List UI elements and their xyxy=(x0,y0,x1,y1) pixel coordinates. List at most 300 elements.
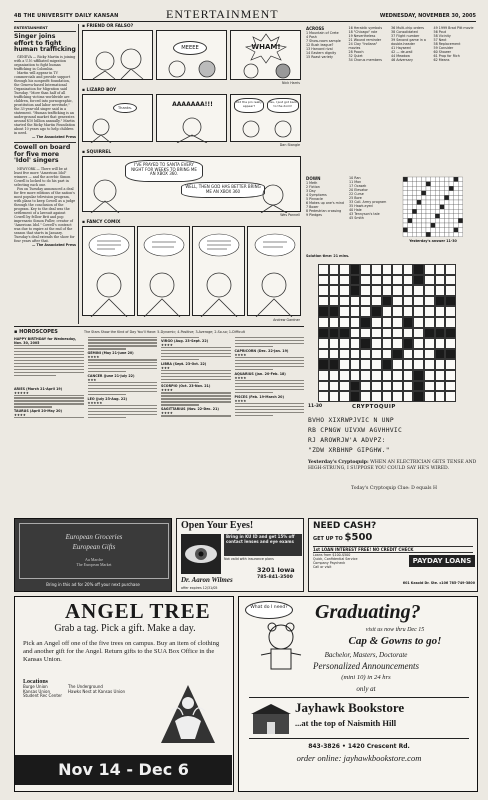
horoscope-text-line xyxy=(161,347,231,348)
answer-grid-cell xyxy=(444,191,449,196)
crossword-cell xyxy=(350,264,361,275)
across-clue: 57 Next xyxy=(433,38,447,42)
crossword-cell xyxy=(350,296,361,307)
answer-grid-cell xyxy=(440,177,445,182)
across-clue: 37 Flight number xyxy=(391,34,420,38)
ad-eyes-sub: Not valid with insurance plans xyxy=(224,557,274,561)
horoscope-text-line xyxy=(235,366,305,367)
ad-angel-locations-title: Locations xyxy=(23,679,49,685)
crossword-cell xyxy=(339,370,350,381)
answer-grid-cell xyxy=(426,186,431,191)
ad-grad-phone: 843-3826 • 1420 Crescent Rd. xyxy=(308,743,410,750)
horoscope-stars: ★★★★★ xyxy=(14,390,29,395)
crossword-cell xyxy=(329,285,340,296)
crossword-cell xyxy=(445,264,456,275)
cryptoquip-title: CRYPTOQUIP xyxy=(352,404,396,410)
crossword-cell xyxy=(403,264,414,275)
ad-eu-line4: The European Market xyxy=(76,562,112,567)
horoscope-text-line xyxy=(235,343,305,344)
answer-grid-cell xyxy=(458,195,463,200)
answer-grid-cell xyxy=(454,191,459,196)
answer-grid-cell xyxy=(417,223,422,228)
across-clue: 13 Harvard rival xyxy=(306,47,333,51)
answer-grid-cell xyxy=(426,209,431,214)
comic-panel xyxy=(82,226,135,316)
crossword-cell xyxy=(329,359,340,370)
comic-panel xyxy=(247,226,301,316)
crossword-cell xyxy=(350,349,361,360)
horoscope-text-line xyxy=(235,337,305,338)
yesterday-answer: WHEN AN ELECTRICIAN GETS TENSE AND HIGH-STRUNG, I SUPPOSE YOU COULD SAY HE'S WIRED. xyxy=(308,460,477,471)
down-clue: 20 Elevator xyxy=(349,188,368,192)
crossword-cell xyxy=(445,306,456,317)
horoscope-stars: ★★★★ xyxy=(161,388,173,393)
crossword-cell xyxy=(382,275,393,286)
answer-grid-cell xyxy=(412,214,417,219)
answer-grid-cell xyxy=(403,186,408,191)
horoscope-text-line xyxy=(161,373,231,374)
answer-grid-cell xyxy=(440,191,445,196)
horoscope-text-line xyxy=(14,395,84,396)
answer-grid-cell xyxy=(408,200,413,205)
answer-grid-cell xyxy=(444,218,449,223)
ad-angel-location: Burge Union xyxy=(23,684,48,689)
crossword-cell xyxy=(382,317,393,328)
answer-grid-cell xyxy=(454,205,459,210)
answer-grid-cell xyxy=(431,177,436,182)
answer-grid-cell xyxy=(431,200,436,205)
across-clue: 49 1999 Brad Pitt movie xyxy=(433,26,474,30)
answer-grid-cell xyxy=(403,177,408,182)
answer-grid-cell xyxy=(458,209,463,214)
horoscope-sign: LEO (July 23-Aug. 22) xyxy=(87,396,128,401)
across-clue: 4 Posh xyxy=(306,35,317,39)
comic-drawing xyxy=(157,113,228,143)
answer-grid-cell xyxy=(431,186,436,191)
comic-artist: Nick Harris xyxy=(282,81,300,85)
crossword-cell xyxy=(329,328,340,339)
crossword-cell xyxy=(392,306,403,317)
page-header xyxy=(14,8,476,22)
crossword-cell xyxy=(403,370,414,381)
horoscope-entry xyxy=(161,384,231,405)
crossword-cell xyxy=(318,391,329,402)
answer-grid-cell xyxy=(417,195,422,200)
across-title: ACROSS xyxy=(306,26,325,31)
crossword-cell xyxy=(392,359,403,370)
crossword-cell xyxy=(371,328,382,339)
answer-grid-cell xyxy=(454,214,459,219)
ad-angel-tagline: Grab a tag. Pick a gift. Make a day. xyxy=(54,623,196,634)
answer-grid-cell xyxy=(417,191,422,196)
answer-grid-cell xyxy=(403,223,408,228)
crossword-cell xyxy=(403,296,414,307)
crossword-cell xyxy=(371,275,382,286)
crossword-cell xyxy=(329,349,340,360)
answer-grid-cell xyxy=(412,186,417,191)
answer-grid-cell xyxy=(449,214,454,219)
answer-grid-cell xyxy=(421,218,426,223)
birthday-title: HAPPY BIRTHDAY for Wednesday, Nov. 30, 2005 xyxy=(14,337,77,345)
crossword-cell xyxy=(445,391,456,402)
horoscope-text-line xyxy=(161,404,199,405)
down-title: DOWN xyxy=(306,176,321,181)
answer-grid-cell xyxy=(412,228,417,233)
answer-grid-cell xyxy=(449,209,454,214)
comic-bubble: AAAAAAA!!! xyxy=(172,101,213,108)
horoscope-text-line xyxy=(161,382,199,383)
cryptoquip-section xyxy=(308,404,478,514)
crossword-cell xyxy=(445,338,456,349)
down-clue: 3 Day xyxy=(306,189,316,193)
horoscope-text-line xyxy=(235,412,305,413)
answer-grid-cell xyxy=(444,214,449,219)
down-clue: 40 Hale xyxy=(349,208,362,212)
answer-grid-cell xyxy=(417,228,422,233)
ad-eu-line3: Au Marche xyxy=(84,557,104,562)
down-clues xyxy=(306,176,390,260)
answer-grid-cell xyxy=(444,186,449,191)
answer-grid-cell xyxy=(408,186,413,191)
answer-grid-cell xyxy=(421,195,426,200)
crossword-cell xyxy=(339,306,350,317)
comic-drawing xyxy=(157,57,228,81)
answer-grid-cell xyxy=(440,205,445,210)
news-body-martin: Martin will appear in TV commercials and provide support through his nonprofit foundation, the Geneva-based International Organization for Migration said Tuesday. "More than half of all trafficking victims worldwide are children, forced into pornographic, prostitution and labor servitude," the 33-year-old singer said in a statement. "Human trafficking is an underground market that generates around $10 billion annually." Martin started the Ricky Martin Foundation about 10 years ago to help children in need. xyxy=(14,71,76,136)
comic-panel xyxy=(156,94,227,142)
crossword-cell xyxy=(424,264,435,275)
horoscope-text-line xyxy=(88,359,158,360)
ad-cash-bullet: Quick, Confidential Service xyxy=(313,557,358,561)
answer-grid-cell xyxy=(426,228,431,233)
crossword-cell xyxy=(403,338,414,349)
answer-grid-cell xyxy=(454,209,459,214)
crossword-cell xyxy=(382,391,393,402)
left-news-column xyxy=(14,26,76,324)
ad-cash-brand: PAYDAY LOANS xyxy=(409,555,475,567)
ad-eyes-doctor: Dr. Aaron Wilmes xyxy=(181,576,233,584)
crossword-cell xyxy=(350,381,361,392)
crossword-cell xyxy=(339,359,350,370)
crossword-cell xyxy=(371,264,382,275)
down-clue: 45 Smith xyxy=(349,216,364,220)
comic-drawing xyxy=(83,115,154,143)
ad-grad-sub4: Personalized Announcements xyxy=(312,661,420,671)
crossword-cell xyxy=(445,296,456,307)
crossword-cell xyxy=(360,306,371,317)
answer-grid-cell xyxy=(444,223,449,228)
comic-bubble: Yes, I just got back to the dorm! xyxy=(267,98,299,113)
horoscope-sign: GEMINI (May 21-June 20) xyxy=(87,351,134,356)
crossword-cell xyxy=(360,285,371,296)
answer-grid-cell xyxy=(403,228,408,233)
comic-title-text: FRIEND OR FALSO? xyxy=(86,24,134,29)
comic-bubble: WELL, THEN GOD HAS BETTER BRING ME AN XBOX 360 xyxy=(181,182,265,198)
crossword-cell xyxy=(360,328,371,339)
crossword-cell xyxy=(339,328,350,339)
crossword-cell xyxy=(445,275,456,286)
crossword-cell xyxy=(403,359,414,370)
answer-grid-cell xyxy=(431,232,436,237)
answer-grid-cell xyxy=(458,223,463,228)
across-clue: 38 Consolidated xyxy=(391,30,418,34)
cryptoquip-line: RB CPNGW UIVXW AGVHHVIC xyxy=(308,427,403,434)
horoscope-text-line xyxy=(235,415,273,416)
comic-panel xyxy=(82,94,153,142)
ad-angel-locations xyxy=(23,679,143,731)
answer-grid-cell xyxy=(444,195,449,200)
answer-grid-cell xyxy=(412,209,417,214)
answer-grid-cell xyxy=(417,218,422,223)
crossword-cell xyxy=(382,264,393,275)
answer-grid-cell xyxy=(431,191,436,196)
across-clue: 19 Nevertheless xyxy=(348,34,376,38)
comic-drawing xyxy=(83,31,154,81)
comic-panel xyxy=(156,30,227,80)
answer-grid-cell xyxy=(444,205,449,210)
horoscope-text-line xyxy=(14,406,52,407)
across-clue: 44 Meadow xyxy=(391,54,410,58)
answer-grid-drawing xyxy=(392,176,474,238)
horoscope-text-line xyxy=(88,382,158,383)
answer-grid-cell xyxy=(435,218,440,223)
across-clue: 7 Show-room sample xyxy=(306,39,341,43)
comic-drawing xyxy=(231,31,302,81)
crossword-cell xyxy=(413,306,424,317)
crossword-cell xyxy=(392,328,403,339)
ad-open-your-eyes xyxy=(176,518,304,592)
crossword-cell xyxy=(445,381,456,392)
ad-need-cash xyxy=(308,518,478,592)
horoscope-text-line xyxy=(235,406,305,407)
horoscope-text-line xyxy=(235,360,305,361)
crossword-cell xyxy=(329,317,340,328)
news-kicker: ENTERTAINMENT xyxy=(14,26,76,32)
crossword-cell xyxy=(350,338,361,349)
answer-grid-cell xyxy=(431,223,436,228)
down-clue: 9 Pledges xyxy=(306,213,323,217)
crossword-cell xyxy=(371,285,382,296)
answer-grid-cell xyxy=(421,232,426,237)
across-clue: 58 Replacement xyxy=(433,42,461,46)
crossword-cell xyxy=(445,285,456,296)
down-clue: 4 Symptoms xyxy=(306,193,327,197)
crossword-cell xyxy=(329,296,340,307)
crossword-cell xyxy=(360,296,371,307)
crossword-cell xyxy=(382,349,393,360)
horoscope-sign: ARIES (March 21-April 19) xyxy=(14,386,63,391)
ad-grad-sub1: visit us now thru Dec 15 xyxy=(365,627,425,633)
answer-grid-cell xyxy=(426,182,431,187)
angel-icon xyxy=(145,681,231,751)
comic-drawing xyxy=(83,157,302,213)
answer-grid-cell xyxy=(421,228,426,233)
crossword-cell xyxy=(318,381,329,392)
ad-cash-headline: NEED CASH? xyxy=(313,521,377,531)
horoscope-text-line xyxy=(161,398,231,399)
crossword-cell xyxy=(339,349,350,360)
crossword-cell xyxy=(392,391,403,402)
answer-grid-cell xyxy=(426,191,431,196)
horoscope-text-line xyxy=(88,391,158,392)
horoscope-text-line xyxy=(235,389,305,390)
crossword-cell xyxy=(424,349,435,360)
answer-grid-cell xyxy=(440,228,445,233)
ad-grad-sub2: Cap & Gowns to go! xyxy=(348,635,442,647)
answer-grid-cell xyxy=(403,205,408,210)
horoscope-sign: AQUARIUS (Jan. 20-Feb. 18) xyxy=(234,371,286,376)
answer-grid-cell xyxy=(403,214,408,219)
crossword-cell xyxy=(371,391,382,402)
crossword-cell xyxy=(413,381,424,392)
horoscope-text-line xyxy=(88,408,158,409)
answer-grid-cell xyxy=(408,195,413,200)
crossword-cell xyxy=(413,285,424,296)
crossword-cell xyxy=(318,370,329,381)
down-clue: 2 Fiction xyxy=(306,185,320,189)
answer-grid-cell xyxy=(454,200,459,205)
horoscope-entry xyxy=(235,372,305,393)
horoscope-entry xyxy=(14,387,84,408)
crossword-cell xyxy=(424,328,435,339)
crossword-cell xyxy=(318,296,329,307)
ad-angel-location: The Underground xyxy=(68,684,103,689)
horoscope-text-line xyxy=(161,379,231,380)
comic-drawing xyxy=(193,227,246,317)
horoscope-text-line xyxy=(14,400,84,401)
across-clue: 28 Pooch xyxy=(348,50,364,54)
crossword-cell xyxy=(445,328,456,339)
crossword-cell xyxy=(403,275,414,286)
crossword-cell xyxy=(435,296,446,307)
horoscope-stars: ★★★★ xyxy=(234,352,247,357)
crossword-cell xyxy=(413,264,424,275)
horoscope-text-line xyxy=(88,342,158,343)
crossword-cell xyxy=(318,275,329,286)
crossword-cell xyxy=(382,328,393,339)
horoscope-stars: ★★★★★ xyxy=(87,400,103,405)
news-dateline-martin: GENEVA — Ricky Martin is joining with a U.N.-affiliated migration organization to fight human trafficking in Colombia. xyxy=(14,55,76,72)
horoscopes-section xyxy=(14,326,304,516)
crossword-cell xyxy=(371,349,382,360)
ad-graduating xyxy=(238,596,478,792)
crossword-cell xyxy=(392,381,403,392)
crossword-cell xyxy=(413,275,424,286)
ad-eyes-phone: 785-841-3500 xyxy=(257,575,293,580)
horoscope-text-line xyxy=(161,359,199,360)
ad-cash-sub: 1st LOAN INTEREST FREE! NO CREDIT CHECK xyxy=(313,546,473,553)
crossword-cell xyxy=(403,349,414,360)
comic-lizard-boy xyxy=(82,88,302,148)
horoscope-text-line xyxy=(88,394,126,395)
horoscope-stars: ★★★★ xyxy=(87,355,100,360)
answer-grid-cell xyxy=(403,209,408,214)
ad-angel-title: ANGEL TREE xyxy=(65,599,211,623)
comic-bubble: Thanks. xyxy=(113,103,137,113)
ad-angel-location: Hawks Nest at Kansas Union xyxy=(68,688,126,694)
comic-panel xyxy=(137,226,190,316)
crossword-cell xyxy=(329,306,340,317)
crossword-cells xyxy=(308,264,476,402)
crossword-clues xyxy=(306,26,476,262)
news-body-cowell: Fox on Tuesday announced a deal for five more editions of the nation's most popular television program, with plans to keep Cowell as a judge through the conclusion of the program. Key to the deal was the settlement of a lawsuit against Cowell by fellow Brit and pop impresario Simon Fuller, creator of "American Idol." Cowell's contract was due to expire at the end of the season that starts in January. Tuesday's deal extends the show for four years after that. xyxy=(14,186,76,243)
crossword-cell xyxy=(435,359,446,370)
crossword-cell xyxy=(392,264,403,275)
comic-title-text: SQUIRREL xyxy=(86,150,112,155)
answer-grid-cell xyxy=(408,232,413,237)
ad-cash-contact: 601 Kasold Dr. Ste. c106 785-749-3800 xyxy=(402,581,475,585)
answer-grid-cell xyxy=(449,191,454,196)
answer-grid-cell xyxy=(408,214,413,219)
answer-grid-cell xyxy=(444,228,449,233)
comic-panel xyxy=(230,94,301,142)
horoscope-stars: ★★★★ xyxy=(14,413,26,418)
answer-grid-cell xyxy=(412,191,417,196)
answer-grid-cell xyxy=(454,232,459,237)
answer-grid-cell xyxy=(412,223,417,228)
answer-grid-cell xyxy=(458,228,463,233)
section-title: ENTERTAINMENT xyxy=(166,7,279,21)
answer-grid-cell xyxy=(449,228,454,233)
yesterday-label: Yesterday's Cryptoquip: xyxy=(308,460,369,465)
yesterday-answer-grid xyxy=(392,176,474,238)
answer-grid-cell xyxy=(440,218,445,223)
across-clue: 1 Mountain of Crete xyxy=(306,31,339,35)
comic-squirrel xyxy=(82,150,302,218)
answer-grid-cell xyxy=(440,200,445,205)
across-clue: 16 Heraldic symbols xyxy=(348,26,383,30)
crossword-cell xyxy=(371,338,382,349)
answer-grid-cell xyxy=(449,200,454,205)
answer-grid-cell xyxy=(426,177,431,182)
down-clue: 33 Coll. Army program xyxy=(349,200,387,204)
crossword-grid xyxy=(308,264,476,402)
crossword-cell xyxy=(445,359,456,370)
horoscope-stars: ★★★★ xyxy=(161,342,173,347)
answer-grid-cell xyxy=(454,182,459,187)
comic-drawing xyxy=(83,227,136,317)
answer-grid-cell xyxy=(435,186,440,191)
crossword-cell xyxy=(435,370,446,381)
cryptoquip-clue: Today's Cryptoquip Clue: D equals H xyxy=(351,486,437,491)
across-clue: 14 Eastern dignity xyxy=(306,51,337,55)
answer-grid-cell xyxy=(435,228,440,233)
crossword-cell xyxy=(350,328,361,339)
answer-grid-cell xyxy=(458,186,463,191)
horoscope-sign: CANCER (June 21-July 22) xyxy=(87,374,135,379)
horoscope-text-line xyxy=(235,363,305,364)
comic-artist: Dan Stangle xyxy=(279,143,300,147)
answer-grid-cell xyxy=(458,205,463,210)
horoscope-text-line xyxy=(161,392,231,393)
across-list xyxy=(306,26,474,62)
crossword-cell xyxy=(392,275,403,286)
crossword-cell xyxy=(360,381,371,392)
crossword-cell xyxy=(318,349,329,360)
horoscope-text-line xyxy=(88,411,158,412)
crossword-cell xyxy=(350,370,361,381)
comic-drawing xyxy=(231,115,302,143)
answer-grid-cell xyxy=(431,182,436,187)
ad-eu-footer: Bring in this ad for 20% off your next purchase xyxy=(46,582,140,587)
answer-grid-cell xyxy=(440,223,445,228)
crossword-cell xyxy=(424,317,435,328)
cryptoquip-line: RJ AROWRJW'A ADVPZ: xyxy=(308,437,386,444)
crossword-cell xyxy=(318,359,329,370)
down-clue: 17 Ocasek xyxy=(349,184,367,188)
crossword-cell xyxy=(445,370,456,381)
answer-grid-cell xyxy=(431,205,436,210)
